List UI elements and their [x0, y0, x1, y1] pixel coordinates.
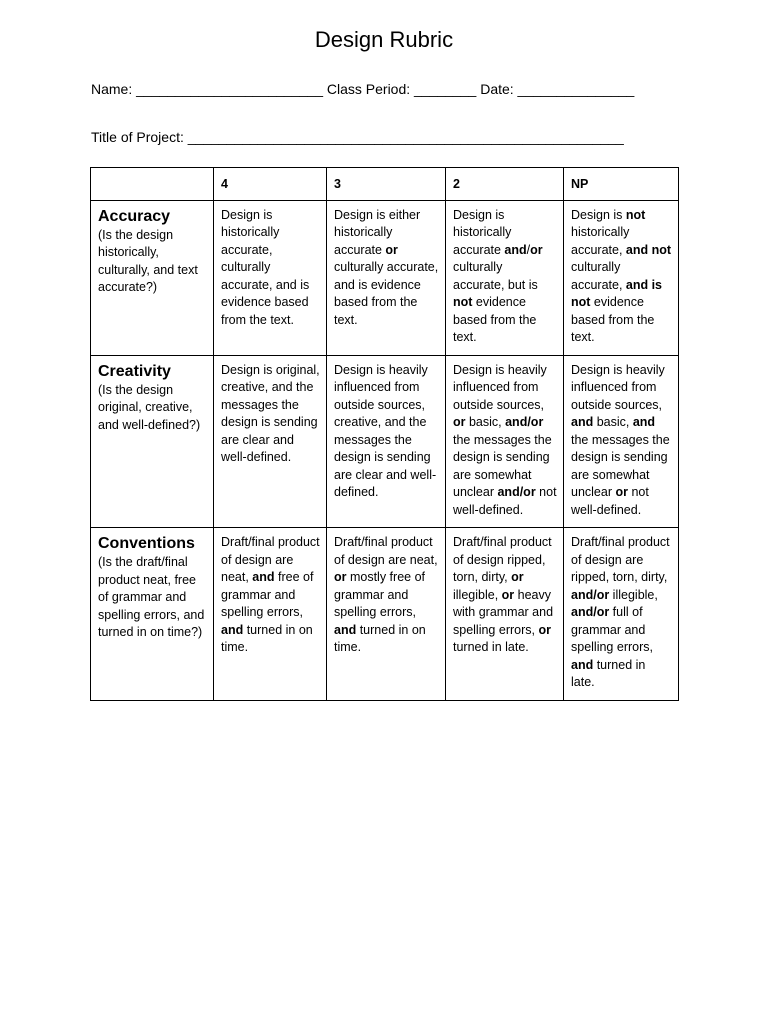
emphasis-text: and: [632, 415, 656, 429]
emphasis-text: or: [530, 242, 543, 257]
score-cell: Design is heavily influenced from outside sources, creative, and the messages the design is sending are clear and well-defined.: [327, 355, 446, 528]
emphasis-text: and: [334, 622, 357, 637]
criterion-description: (Is the design historically, culturally, and text accurate?): [98, 227, 198, 294]
emphasis-text: and: [252, 570, 275, 584]
emphasis-text: or: [615, 485, 628, 499]
emphasis-text: not: [625, 207, 646, 222]
header-cell-score-3: 3: [327, 168, 446, 201]
emphasis-text: and: [571, 415, 594, 429]
page-title: Design Rubric: [314, 27, 454, 52]
score-cell: Draft/final product of design are neat, or mostly free of grammar and spelling errors, and turned in on time.: [327, 528, 446, 701]
criterion-name: Accuracy: [98, 207, 171, 225]
score-cell: Design is original, creative, and the messages the design is sending are clear and well-defined.: [214, 355, 327, 528]
header-cell-criterion: [91, 168, 214, 201]
criterion-description: (Is the design original, creative, and well-defined?): [98, 382, 201, 432]
table-row: [91, 200, 679, 355]
criterion-name: Conventions: [98, 535, 195, 552]
emphasis-text: or: [538, 622, 551, 637]
table-row: [91, 355, 679, 528]
emphasis-text: not: [453, 295, 473, 309]
emphasis-text: and is not: [571, 277, 663, 309]
header-cell-score-2: 2: [446, 168, 564, 201]
emphasis-text: and/or: [497, 485, 536, 499]
score-cell: Design is heavily influenced from outside sources, and basic, and the messages the design is sending are somewhat unclear or not well-defined.: [564, 355, 679, 528]
header-cell-score-np: NP: [564, 168, 679, 201]
header-row: [91, 168, 679, 201]
name-class-date-line: Name: ________________________ Class Period: ________ Date: _______________: [91, 81, 635, 97]
criterion-description: (Is the draft/final product neat, free of grammar and spelling errors, and turned in on time?): [98, 555, 205, 639]
score-cell: Design is either historically accurate or culturally accurate, and is evidence based from the text.: [327, 200, 446, 355]
emphasis-text: or: [334, 570, 347, 584]
rubric-table: [90, 167, 679, 701]
table-row: [91, 528, 679, 701]
criterion-name: Creativity: [98, 362, 171, 380]
emphasis-text: or: [385, 242, 398, 257]
emphasis-text: and: [221, 622, 244, 637]
emphasis-text: and not: [625, 242, 672, 257]
criterion-cell: [91, 528, 214, 701]
score-cell: Draft/final product of design are neat, and free of grammar and spelling errors, and turned in on time.: [214, 528, 327, 701]
criterion-cell: [91, 355, 214, 528]
emphasis-text: and: [504, 242, 527, 257]
criterion-cell: [91, 200, 214, 355]
emphasis-text: or: [453, 415, 466, 429]
score-cell: Draft/final product of design are ripped, torn, dirty, and/or illegible, and/or full of grammar and spelling errors, and turned in late.: [564, 528, 679, 701]
score-cell: Design is historically accurate and/or culturally accurate, but is not evidence based from the text.: [446, 200, 564, 355]
score-cell: Design is heavily influenced from outside sources, or basic, and/or the messages the design is sending are somewhat unclear and/or not well-defined.: [446, 355, 564, 528]
score-cell: Design is not historically accurate, and not culturally accurate, and is not evidence based from the text.: [564, 200, 679, 355]
score-cell: Draft/final product of design ripped, torn, dirty, or illegible, or heavy with grammar and spelling errors, or turned in late.: [446, 528, 564, 701]
score-cell: Design is historically accurate, culturally accurate, and is evidence based from the text.: [214, 200, 327, 355]
header-cell-score-4: 4: [214, 168, 327, 201]
emphasis-text: and/or: [571, 587, 610, 602]
emphasis-text: and/or: [571, 605, 610, 619]
project-title-line: Title of Project: ________________________________________________________: [91, 129, 624, 145]
emphasis-text: and: [571, 657, 594, 672]
emphasis-text: or: [501, 587, 515, 602]
emphasis-text: or: [511, 570, 524, 584]
emphasis-text: and/or: [505, 415, 544, 429]
